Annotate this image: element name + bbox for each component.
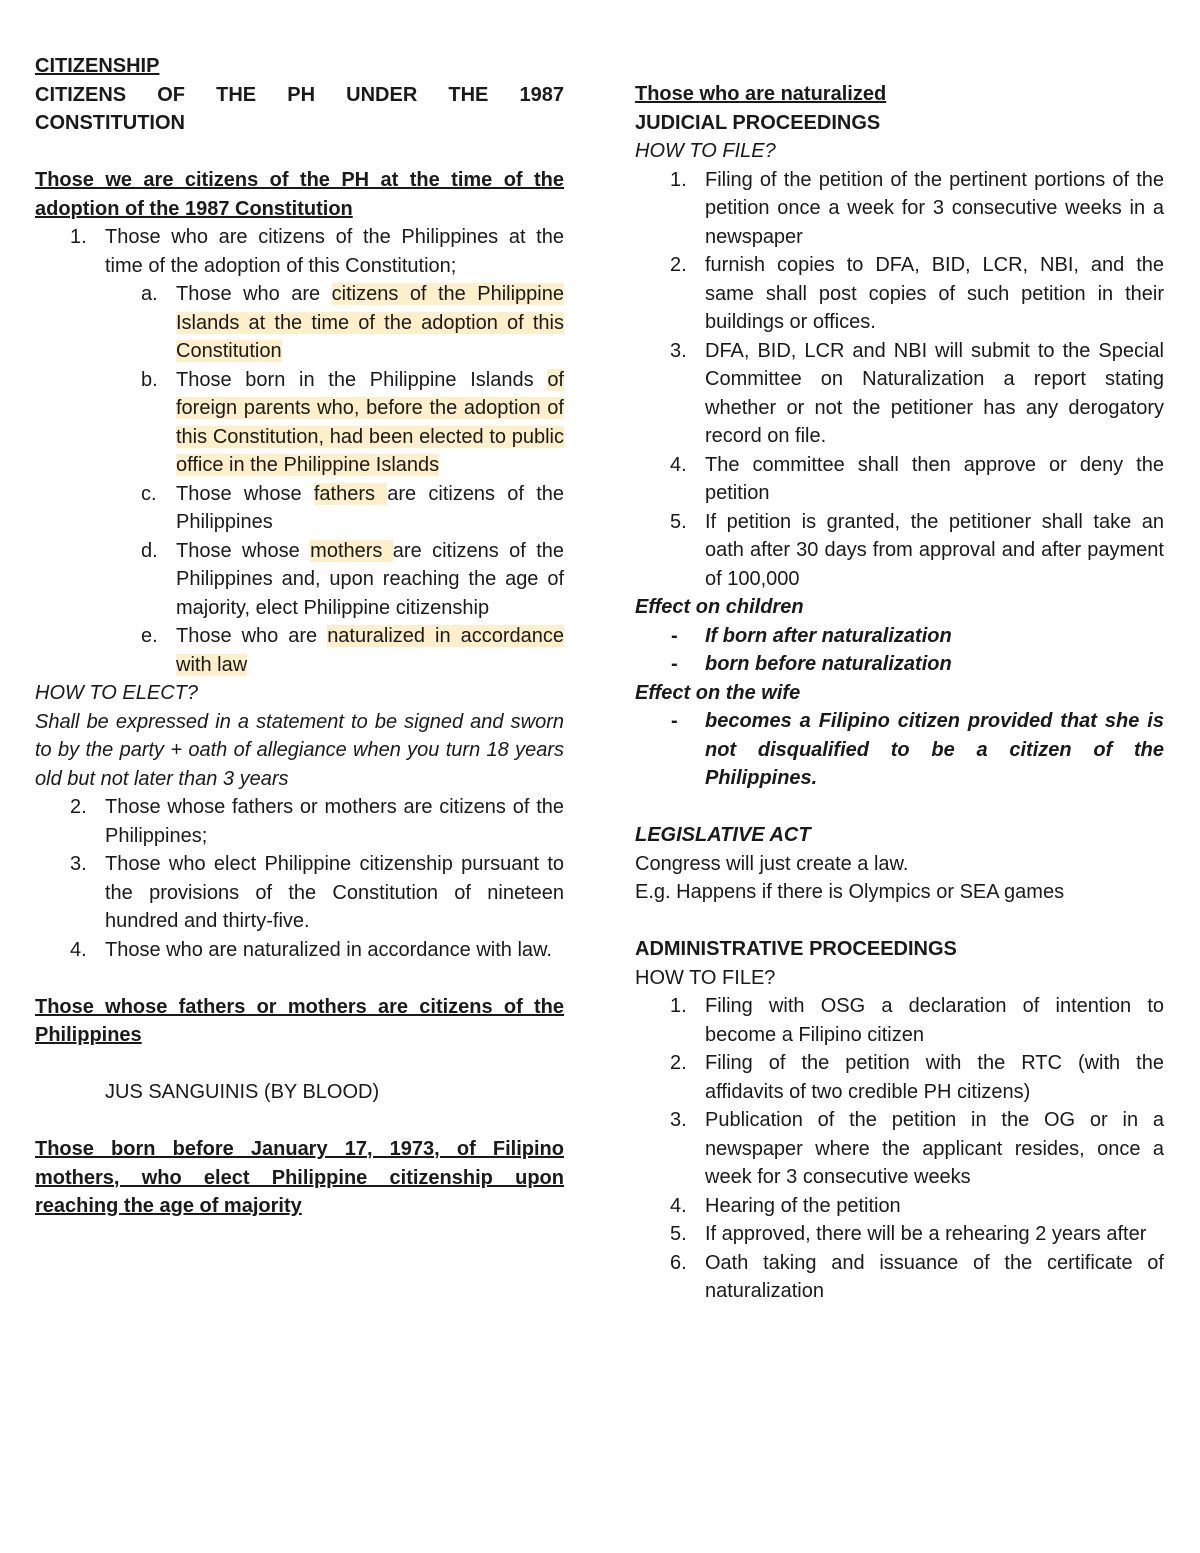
sub-list-item: [35, 622, 564, 679]
list-item-text: DFA, BID, LCR and NBI will submit to the Special Committee on Naturalization a report stating whether or not the petitioner has any derogatory record on file.: [705, 339, 1164, 447]
section-heading-born-before-line1: Those born before January 17, 1973, of Filipino: [35, 1138, 564, 1160]
main-heading-line1: CITIZENS OF THE PH UNDER THE 1987: [35, 83, 564, 106]
legislative-text-2: E.g. Happens if there is Olympics or SEA games: [635, 881, 1065, 903]
highlighted-text: of foreign parents who, before the adoption of this Constitution, had been elected to public office in the Philippine Islands: [176, 368, 564, 476]
bullet-item: [635, 707, 1164, 793]
list-item-text: Publication of the petition in the OG or in a newspaper where the applicant resides, once a week for 3 consecutive weeks: [705, 1109, 1164, 1188]
dash-bullet: -: [671, 624, 678, 647]
list-item-text: Oath taking and issuance of the certificate of naturalization: [705, 1251, 1164, 1302]
list-number: 1.: [670, 995, 687, 1017]
bullet-item: [635, 622, 1164, 651]
jus-sanguinis-text: JUS SANGUINIS (BY BLOOD): [105, 1081, 380, 1103]
list-item-text: If approved, there will be a rehearing 2 years after: [705, 1223, 1147, 1245]
bullet-text: If born after naturalization: [705, 624, 952, 647]
how-to-elect-heading: HOW TO ELECT?: [35, 682, 198, 704]
how-to-file-heading: HOW TO FILE?: [635, 140, 776, 162]
list-number: 3.: [670, 339, 687, 362]
dash-bullet: -: [671, 653, 678, 675]
list-item: [635, 1106, 1164, 1192]
list-number: 1.: [670, 168, 687, 191]
effect-wife-heading: Effect on the wife: [635, 681, 801, 704]
list-item: [635, 337, 1164, 451]
sub-list-letter: b.: [141, 368, 158, 391]
list-item: [635, 166, 1164, 252]
list-item-text: Hearing of the petition: [705, 1194, 901, 1217]
list-number: 1.: [70, 226, 87, 248]
sub-list-letter: d.: [141, 539, 158, 562]
section-heading-born-before-line3: reaching the age of majority: [35, 1195, 302, 1217]
sub-item-text-plain: are citizens of the Philippines and, upon reaching the age of majority, elect Philippine citizenship: [176, 539, 564, 619]
main-heading-line2: CONSTITUTION: [35, 112, 185, 134]
naturalized-heading: Those who are naturalized: [635, 83, 887, 105]
section-heading-blood-line2: Philippines: [35, 1024, 142, 1046]
judicial-heading: JUDICIAL PROCEEDINGS: [635, 111, 881, 134]
sub-list-item-text: [176, 622, 564, 679]
list-item-text: Those whose fathers or mothers are citizens of the Philippines;: [105, 796, 564, 847]
highlighted-text: fathers: [313, 482, 388, 505]
list-number: 6.: [670, 1251, 687, 1274]
how-to-file-heading-2: HOW TO FILE?: [635, 966, 776, 989]
list-item: [635, 1049, 1164, 1106]
sub-list-item-text: [176, 366, 564, 480]
sub-list: [35, 280, 564, 679]
list-item-text: Those who elect Philippine citizenship pursuant to the provisions of the Constitution of nineteen hundred and thirty-five.: [105, 853, 564, 932]
effect-children-heading: Effect on children: [635, 596, 804, 618]
highlighted-text: naturalized in accordance with law: [176, 625, 564, 676]
list-item: [635, 451, 1164, 508]
list-item-text: The committee shall then approve or deny the petition: [705, 453, 1164, 504]
how-to-elect-text: Shall be expressed in a statement to be signed and sworn to by the party + oath of allegiance when you turn 18 years old but not later than 3 years: [35, 710, 564, 790]
list-item: [635, 1220, 1164, 1249]
sub-item-text-plain: Those who are: [176, 283, 332, 305]
list-item-text: Filing of the petition of the pertinent portions of the petition once a week for 3 consecutive weeks in a newspaper: [705, 168, 1164, 248]
list-item: [35, 936, 564, 965]
list-item: [635, 1192, 1164, 1221]
list-item-text: furnish copies to DFA, BID, LCR, NBI, and the same shall post copies of such petition in their buildings or offices.: [705, 254, 1164, 333]
section-heading-citizens-1987-line1: Those we are citizens of the PH at the time of the: [35, 169, 564, 191]
list-item: [635, 251, 1164, 337]
list-number: 3.: [670, 1109, 687, 1131]
list-number: 2.: [670, 1052, 687, 1074]
list-number: 5.: [670, 510, 687, 533]
list-item: [635, 1249, 1164, 1306]
list-item-text: Those who are citizens of the Philippines at the time of the adoption of this Constitution;: [105, 226, 564, 277]
sub-list-item: [35, 480, 564, 537]
sub-list-item: [35, 537, 564, 623]
sub-item-text-plain: Those whose: [176, 539, 311, 562]
list-item-text: Filing of the petition with the RTC (with the affidavits of two credible PH citizens): [705, 1052, 1164, 1103]
list-number: 2.: [70, 796, 87, 818]
sub-list-letter: c.: [141, 482, 157, 505]
bullet-item: [635, 650, 1164, 679]
left-column: [35, 52, 564, 1221]
numbered-list: [35, 793, 564, 964]
right-column: [635, 80, 1164, 1306]
list-number: 4.: [670, 1194, 687, 1217]
list-item: [635, 992, 1164, 1049]
sub-item-text-plain: Those who are: [176, 625, 328, 647]
sub-list-item-text: [176, 480, 564, 537]
sub-list-letter: e.: [141, 625, 158, 647]
wife-bullet-text: becomes a Filipino citizen provided that she is not disqualified to be a citizen of the Philippines.: [705, 710, 1164, 789]
sub-item-text-plain: Those whose: [176, 482, 314, 505]
legislative-text-1: Congress will just create a law.: [635, 852, 909, 875]
page-title: CITIZENSHIP: [35, 55, 160, 77]
judicial-steps-list: [635, 166, 1164, 594]
legislative-heading: LEGISLATIVE ACT: [635, 824, 811, 846]
section-heading-citizens-1987-line2: adoption of the 1987 Constitution: [35, 197, 353, 220]
dash-bullet: -: [671, 710, 678, 732]
highlighted-text: mothers: [310, 539, 393, 562]
list-item-text: Filing with OSG a declaration of intention to become a Filipino citizen: [705, 995, 1164, 1046]
list-item: [35, 223, 564, 280]
list-item: [35, 793, 564, 850]
sub-item-text-plain: are citizens of the Philippines: [176, 482, 564, 533]
section-heading-blood-line1: Those whose fathers or mothers are citizens of the: [35, 995, 564, 1018]
list-item-text: Those who are naturalized in accordance with law.: [105, 938, 552, 961]
sub-item-text-plain: Those born in the Philippine Islands: [176, 368, 548, 391]
sub-list-letter: a.: [141, 283, 158, 305]
children-bullet-list: [635, 622, 1164, 679]
section-heading-born-before-line2: mothers, who elect Philippine citizenship upon: [35, 1166, 564, 1189]
highlighted-text: citizens of the Philippine Islands at the time of the adoption of this Constitution: [176, 283, 564, 362]
bullet-text: born before naturalization: [705, 653, 952, 675]
sub-list-item: [35, 366, 564, 480]
list-number: 4.: [70, 938, 87, 961]
list-number: 3.: [70, 853, 87, 875]
list-item: [35, 850, 564, 936]
sub-list-item-text: [176, 537, 564, 623]
admin-steps-list: [635, 992, 1164, 1306]
list-item-text: If petition is granted, the petitioner shall take an oath after 30 days from approval and after payment of 100,000: [705, 510, 1164, 590]
list-number: 2.: [670, 254, 687, 276]
list-number: 5.: [670, 1223, 687, 1245]
administrative-heading: ADMINISTRATIVE PROCEEDINGS: [635, 938, 957, 960]
list-number: 4.: [670, 453, 687, 476]
sub-list-item: [35, 280, 564, 366]
sub-list-item-text: [176, 280, 564, 366]
list-item: [635, 508, 1164, 594]
